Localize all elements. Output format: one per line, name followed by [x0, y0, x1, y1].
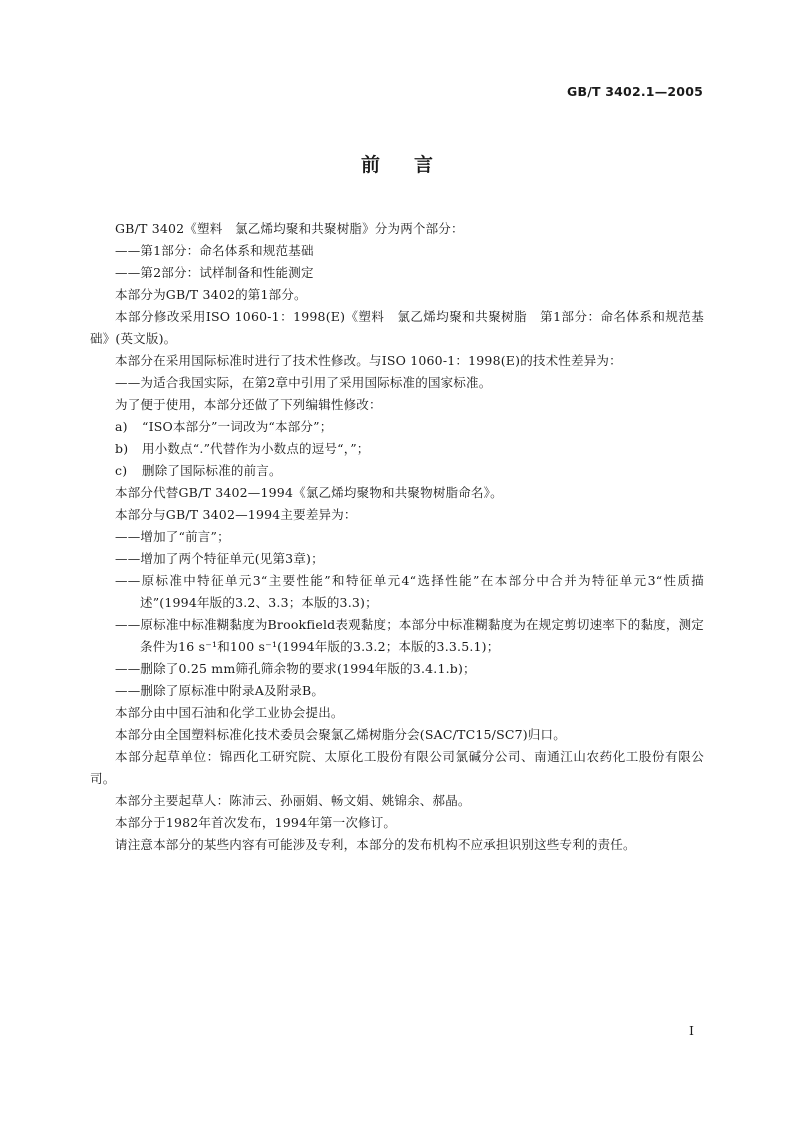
list-item: ——增加了两个特征单元(见第3章)；: [115, 551, 324, 566]
page-number: I: [689, 1023, 694, 1038]
foreword-body: [90, 218, 704, 856]
list-item: ——删除了0.25 mm筛孔筛余物的要求(1994年版的3.4.1.b)；: [115, 661, 476, 676]
paragraph: 本部分由中国石油和化学工业协会提出。: [115, 705, 344, 720]
paragraph: 本部分修改采用ISO 1060-1：1998(E)《塑料 氯乙烯均聚和共聚树脂 第1部分：命名体系和规范基础》(英文版)。: [90, 309, 704, 346]
edit-list-item-b: [90, 438, 704, 460]
list-marker: b): [115, 441, 129, 456]
list-item-text: 用小数点“.”代替作为小数点的逗号“，”；: [142, 441, 370, 456]
list-item: ——增加了“前言”；: [115, 529, 230, 544]
paragraph: 本部分为GB/T 3402的第1部分。: [115, 287, 307, 302]
paragraph: 本部分于1982年首次发布，1994年第一次修订。: [115, 815, 397, 830]
list-item: ——第2部分：试样制备和性能测定: [115, 265, 314, 280]
list-marker: a): [115, 419, 128, 434]
paragraph: 为了便于使用，本部分还做了下列编辑性修改：: [115, 397, 382, 412]
list-marker: c): [115, 463, 128, 478]
list-item: ——原标准中标准糊黏度为Brookfield表观黏度；本部分中标准糊黏度为在规定剪切速率下的黏度，测定条件为16 s⁻¹和100 s⁻¹(1994年版的3.3.2；本版的3.3.5.1)；: [115, 617, 704, 654]
paragraph: 本部分由全国塑料标准化技术委员会聚氯乙烯树脂分会(SAC/TC15/SC7)归口。: [115, 727, 566, 742]
paragraph: 本部分主要起草人：陈沛云、孙丽娟、畅文娟、姚锦余、郝晶。: [115, 793, 471, 808]
list-item-text: 删除了国际标准的前言。: [142, 463, 282, 478]
paragraph: 本部分代替GB/T 3402—1994《氯乙烯均聚物和共聚物树脂命名》。: [115, 485, 503, 500]
paragraph: 本部分与GB/T 3402—1994主要差异为：: [115, 507, 357, 522]
page-title: 前言: [360, 154, 467, 176]
list-item: ——为适合我国实际，在第2章中引用了采用国际标准的国家标准。: [115, 375, 492, 390]
list-item: ——删除了原标准中附录A及附录B。: [115, 683, 325, 698]
paragraph: 请注意本部分的某些内容有可能涉及专利，本部分的发布机构不应承担识别这些专利的责任。: [115, 837, 636, 852]
list-item: ——原标准中特征单元3“主要性能”和特征单元4“选择性能”在本部分中合并为特征单元3“性质描述”(1994年版的3.2、3.3；本版的3.3)；: [115, 573, 704, 610]
standard-code: GB/T 3402.1—2005: [567, 84, 703, 99]
paragraph: 本部分起草单位：锦西化工研究院、太原化工股份有限公司氯碱分公司、南通江山农药化工股份有限公司。: [90, 749, 704, 786]
list-item-text: “ISO本部分”一词改为“本部分”；: [142, 419, 333, 434]
paragraph: 本部分在采用国际标准时进行了技术性修改。与ISO 1060-1：1998(E)的技术性差异为：: [115, 353, 622, 368]
paragraph: GB/T 3402《塑料 氯乙烯均聚和共聚树脂》分为两个部分：: [115, 221, 464, 236]
edit-list-item-c: [90, 460, 704, 482]
edit-list-item-a: [90, 416, 704, 438]
list-item: ——第1部分：命名体系和规范基础: [115, 243, 314, 258]
